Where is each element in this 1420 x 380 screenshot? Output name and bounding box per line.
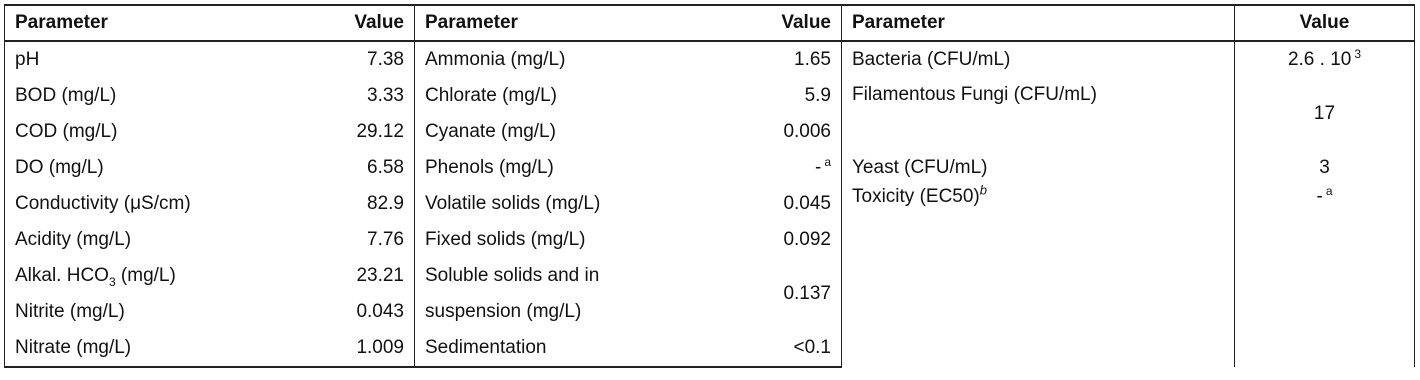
- table-row: [5, 78, 1415, 114]
- value-cell: 17: [1235, 78, 1415, 150]
- param-cell: [5, 258, 310, 294]
- value-cell: 1.65: [794, 49, 831, 71]
- value-cell: 0.006: [783, 121, 831, 143]
- value-text: 2.6 . 10: [1287, 49, 1352, 71]
- param-cell: Ammonia (mg/L): [415, 41, 742, 78]
- param-cell: Filamentous Fungi (CFU/mL): [842, 78, 1235, 150]
- value-text: -: [1316, 186, 1323, 207]
- param-cell: Sedimentation: [415, 330, 742, 367]
- param-cell: Nitrate (mg/L): [5, 330, 310, 367]
- table-row: [5, 186, 1415, 222]
- value-cell: 82.9: [367, 193, 404, 215]
- value-cell: [1235, 183, 1415, 367]
- param-cell: Fixed solids (mg/L): [415, 222, 742, 258]
- header-value-1: Value: [310, 5, 415, 41]
- param-cell: pH: [5, 41, 310, 78]
- value-cell: 0.092: [783, 229, 831, 251]
- param-cell: Bacteria (CFU/mL): [842, 41, 1235, 78]
- value-text: -: [814, 157, 822, 179]
- param-cell: Volatile solids (mg/L): [415, 186, 742, 222]
- table-row: [5, 41, 1415, 78]
- param-text: Alkal. HCO: [15, 265, 109, 287]
- param-cell: Cyanate (mg/L): [415, 114, 742, 150]
- param-cell: BOD (mg/L): [5, 78, 310, 114]
- value-cell: [1235, 41, 1415, 78]
- value-cell: [742, 150, 842, 186]
- header-value-3: Value: [1235, 5, 1415, 41]
- param-cell: Soluble solids and in: [415, 258, 742, 294]
- value-cell: <0.1: [742, 330, 842, 367]
- water-parameters-table: [4, 4, 1415, 368]
- results-table-container: [4, 4, 1414, 374]
- header-row: [5, 5, 1415, 41]
- value-cell: 1.009: [310, 330, 415, 367]
- param-text: (mg/L): [115, 265, 176, 287]
- header-parameter-3: Parameter: [842, 5, 1235, 41]
- param-cell: COD (mg/L): [5, 114, 310, 150]
- header-value-2: Value: [742, 5, 842, 41]
- param-cell: Phenols (mg/L): [415, 150, 742, 186]
- value-cell: 7.76: [367, 229, 404, 251]
- value-cell: 6.58: [367, 157, 404, 179]
- param-cell: DO (mg/L): [5, 150, 310, 186]
- param-cell: suspension (mg/L): [415, 294, 742, 330]
- subscript: 3: [108, 274, 116, 289]
- value-cell: 23.21: [356, 265, 404, 287]
- param-cell: Conductivity (μS/cm): [5, 186, 310, 222]
- superscript: a: [824, 154, 831, 169]
- value-cell: 3: [1235, 150, 1415, 186]
- table-row: [5, 150, 1415, 186]
- param-cell: [842, 182, 1235, 367]
- superscript: b: [979, 182, 987, 198]
- header-parameter-1: Parameter: [5, 5, 310, 41]
- value-cell: 0.137: [783, 283, 831, 305]
- value-cell: 3.33: [367, 85, 404, 107]
- param-cell: Nitrite (mg/L): [5, 294, 310, 330]
- value-cell: 5.9: [804, 85, 831, 107]
- param-cell: Acidity (mg/L): [5, 222, 310, 258]
- header-parameter-2: Parameter: [415, 5, 742, 41]
- param-text: Toxicity (EC50): [852, 186, 980, 207]
- superscript: 3: [1354, 46, 1362, 61]
- superscript: a: [1325, 183, 1333, 198]
- value-cell: 0.045: [783, 193, 831, 215]
- value-cell: 0.043: [356, 301, 404, 323]
- param-cell: Chlorate (mg/L): [415, 78, 742, 114]
- value-cell: 7.38: [367, 49, 404, 71]
- param-cell: Yeast (CFU/mL): [842, 150, 1235, 186]
- value-cell: 29.12: [356, 121, 404, 143]
